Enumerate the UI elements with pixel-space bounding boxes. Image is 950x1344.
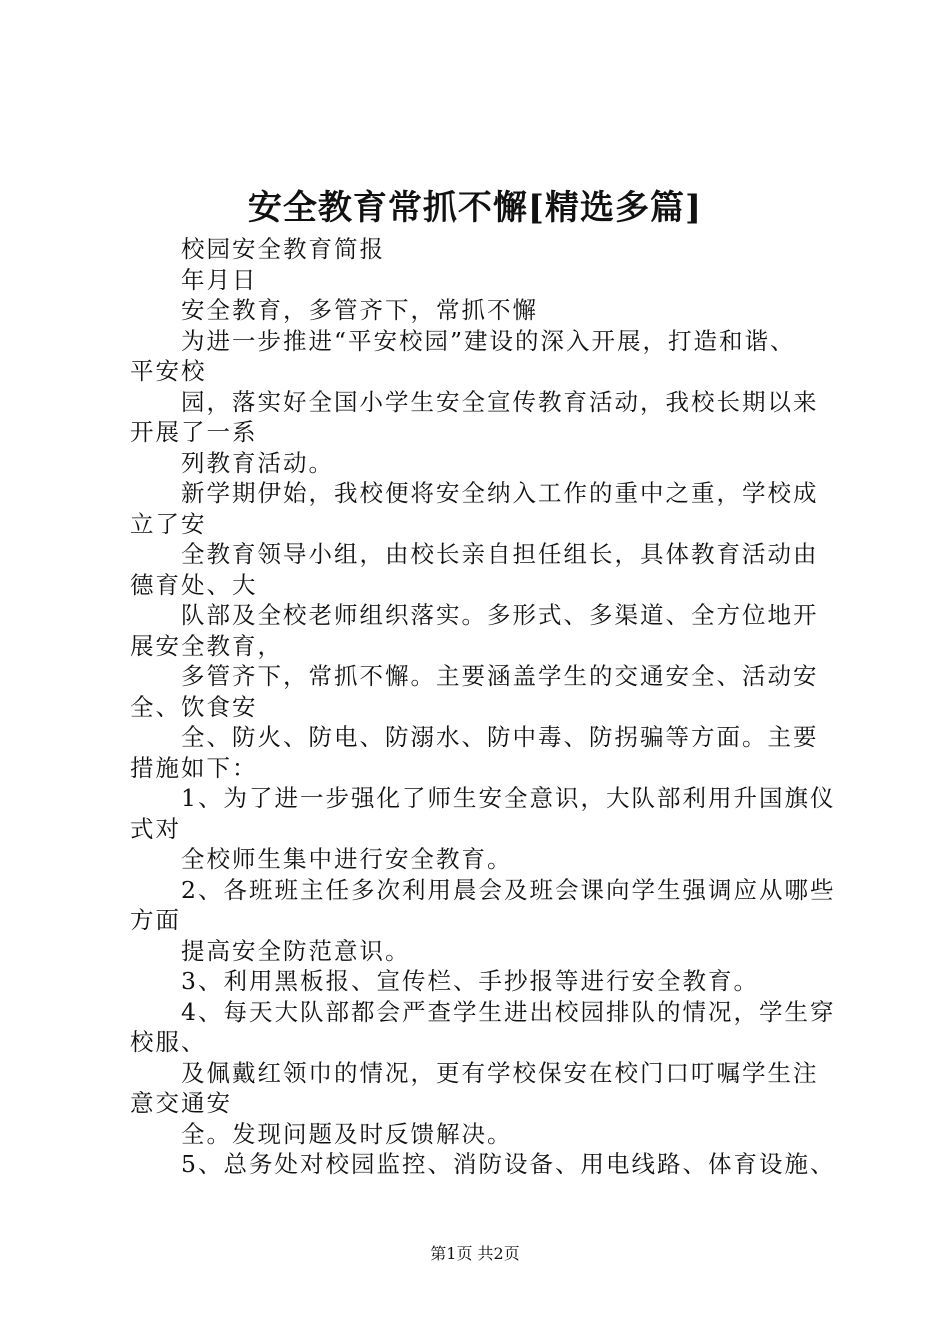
text-line: 立了安 [130,509,207,538]
text-line: 列教育活动。 [130,448,334,477]
text-line: 全、防火、防电、防溺水、防中毒、防拐骗等方面。主要 [130,723,819,751]
text-line: 年月日 [130,265,258,294]
text-line: 校园安全教育简报 [130,235,385,263]
text-line: 园，落实好全国小学生安全宣传教育活动，我校长期以来 [130,387,819,416]
text-line: 全教育领导小组，由校长亲自担任组长，具体教育活动由 [130,540,819,568]
text-line: 全校师生集中进行安全教育。 [130,845,513,873]
text-line: 式对 [130,814,181,843]
text-line: 措施如下： [130,753,258,782]
text-line: 展安全教育， [130,631,283,660]
text-line: 全、饮食安 [130,692,258,721]
text-line: 5、总务处对校园监控、消防设备、用电线路、体育设施、 [130,1150,836,1178]
text-line: 意交通安 [130,1089,232,1117]
text-line: 校服、 [130,1028,207,1056]
page-footer: 第1页 共2页 [430,1244,520,1263]
text-line: 德育处、大 [130,570,258,599]
document-body [130,234,840,1180]
text-line: 1、为了进一步强化了师生安全意识，大队部利用升国旗仪 [130,784,836,812]
text-line: 及佩戴红领巾的情况，更有学校保安在校门口叮嘱学生注 [130,1058,819,1087]
text-line: 4、每天大队部都会严查学生进出校园排队的情况，学生穿 [130,997,836,1026]
text-line: 3、利用黑板报、宣传栏、手抄报等进行安全教育。 [130,967,759,995]
text-line: 多管齐下，常抓不懈。主要涵盖学生的交通安全、活动安 [130,662,819,690]
text-line: 2、各班班主任多次利用晨会及班会课向学生强调应从哪些 [130,875,836,904]
text-line: 方面 [130,906,181,934]
text-line: 队部及全校老师组织落实。多形式、多渠道、全方位地开 [130,601,819,629]
document-title: 安全教育常抓不懈[精选多篇] [247,188,703,228]
text-line: 全。发现问题及时反馈解决。 [130,1119,513,1148]
text-line: 平安校 [130,357,207,385]
text-line: 为进一步推进“平安校园”建设的深入开展，打造和谐、 [130,326,796,355]
text-line: 提高安全防范意识。 [130,936,411,965]
text-line: 新学期伊始，我校便将安全纳入工作的重中之重，学校成 [130,479,819,507]
text-line: 开展了一系 [130,418,258,446]
text-line: 安全教育，多管齐下，常抓不懈 [130,296,538,324]
